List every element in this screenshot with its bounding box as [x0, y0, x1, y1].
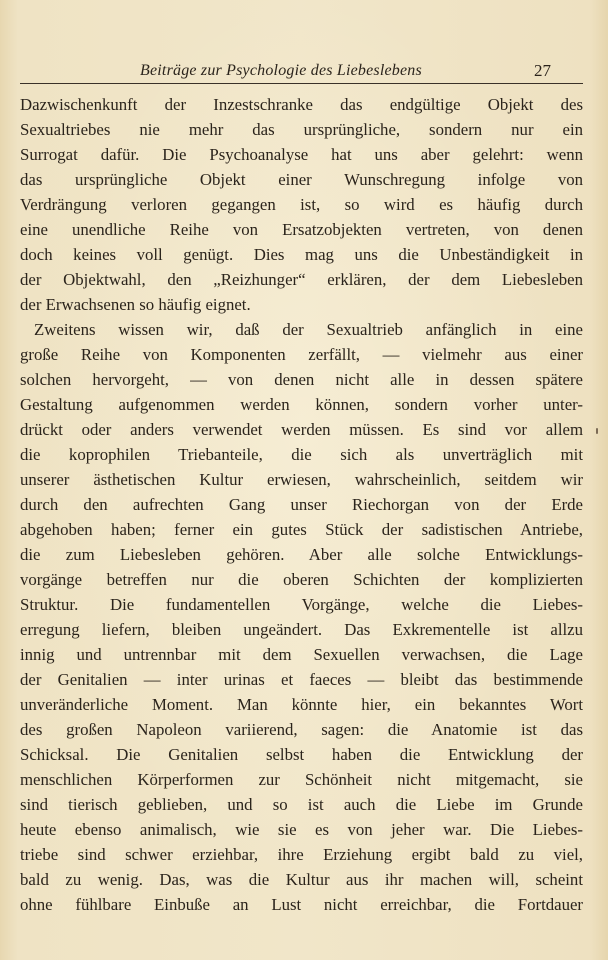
- text-line: abgehoben haben; ferner ein gutes Stück der sadistischen Antriebe,: [20, 520, 583, 539]
- text-line: Surrogat dafür. Die Psychoanalyse hat uns aber gelehrt: wenn: [20, 145, 583, 164]
- text-line: des großen Napoleon variierend, sagen: die Anatomie ist das: [20, 720, 583, 739]
- text-line: eine unendliche Reihe von Ersatzobjekten vertreten, von denen: [20, 220, 583, 239]
- text-line: drückt oder anders verwendet werden müssen. Es sind vor allem: [20, 420, 583, 439]
- text-line: menschlichen Körperformen zur Schönheit nicht mitgemacht, sie: [20, 770, 583, 789]
- running-head: [0, 60, 608, 84]
- text-line: bald zu wenig. Das, was die Kultur aus ihr machen will, scheint: [20, 870, 583, 889]
- text-line: Dazwischenkunft der Inzestschranke das endgültige Objekt des: [20, 95, 583, 114]
- running-title: Beiträge zur Psychologie des Liebeslebens: [140, 62, 422, 79]
- page-number: 27: [534, 61, 551, 80]
- text-line: triebe sind schwer erziehbar, ihre Erziehung ergibt bald zu viel,: [20, 845, 583, 864]
- text-line: große Reihe von Komponenten zerfällt, — vielmehr aus einer: [20, 345, 583, 364]
- body-text: [20, 92, 583, 917]
- margin-mark: [596, 428, 598, 434]
- text-line: das ursprüngliche Objekt einer Wunschregung infolge von: [20, 170, 583, 189]
- text-line: sind tierisch geblieben, und so ist auch die Liebe im Grunde: [20, 795, 583, 814]
- text-line: Schicksal. Die Genitalien selbst haben die Entwicklung der: [20, 745, 583, 764]
- text-line: der Objektwahl, den „Reizhunger“ erklären, der dem Liebesleben: [20, 270, 583, 289]
- text-line: Sexualtriebes nie mehr das ursprüngliche, sondern nur ein: [20, 120, 583, 139]
- text-line: die zum Liebesleben gehören. Aber alle solche Entwicklungs-: [20, 545, 583, 564]
- text-line: Struktur. Die fundamentellen Vorgänge, welche die Liebes-: [20, 595, 583, 614]
- text-line: die koprophilen Triebanteile, die sich als unverträglich mit: [20, 445, 583, 464]
- text-line: doch keines voll genügt. Dies mag uns die Unbeständigkeit in: [20, 245, 583, 264]
- text-line: innig und untrennbar mit dem Sexuellen verwachsen, die Lage: [20, 645, 583, 664]
- text-line: erregung liefern, bleiben ungeändert. Das Exkrementelle ist allzu: [20, 620, 583, 639]
- paragraph-start-line: Zweitens wissen wir, daß der Sexualtrieb anfänglich in eine: [34, 320, 583, 339]
- text-line: Gestaltung aufgenommen werden können, sondern vorher unter-: [20, 395, 583, 414]
- text-line: durch den aufrechten Gang unser Riechorgan von der Erde: [20, 495, 583, 514]
- paragraph-end-line: der Erwachsenen so häufig eignet.: [20, 295, 251, 314]
- text-line: unserer ästhetischen Kultur erwiesen, wahrscheinlich, seitdem wir: [20, 470, 583, 489]
- header-rule: [20, 83, 583, 84]
- text-line: heute ebenso animalisch, wie sie es von jeher war. Die Liebes-: [20, 820, 583, 839]
- text-line: ohne fühlbare Einbuße an Lust nicht erreichbar, die Fortdauer: [20, 895, 583, 914]
- text-line: unveränderliche Moment. Man könnte hier, ein bekanntes Wort: [20, 695, 583, 714]
- text-line: Verdrängung verloren gegangen ist, so wird es häufig durch: [20, 195, 583, 214]
- text-line: vorgänge betreffen nur die oberen Schichten der komplizierten: [20, 570, 583, 589]
- text-line: solchen hervorgeht, — von denen nicht alle in dessen spätere: [20, 370, 583, 389]
- text-line: der Genitalien — inter urinas et faeces — bleibt das bestimmende: [20, 670, 583, 689]
